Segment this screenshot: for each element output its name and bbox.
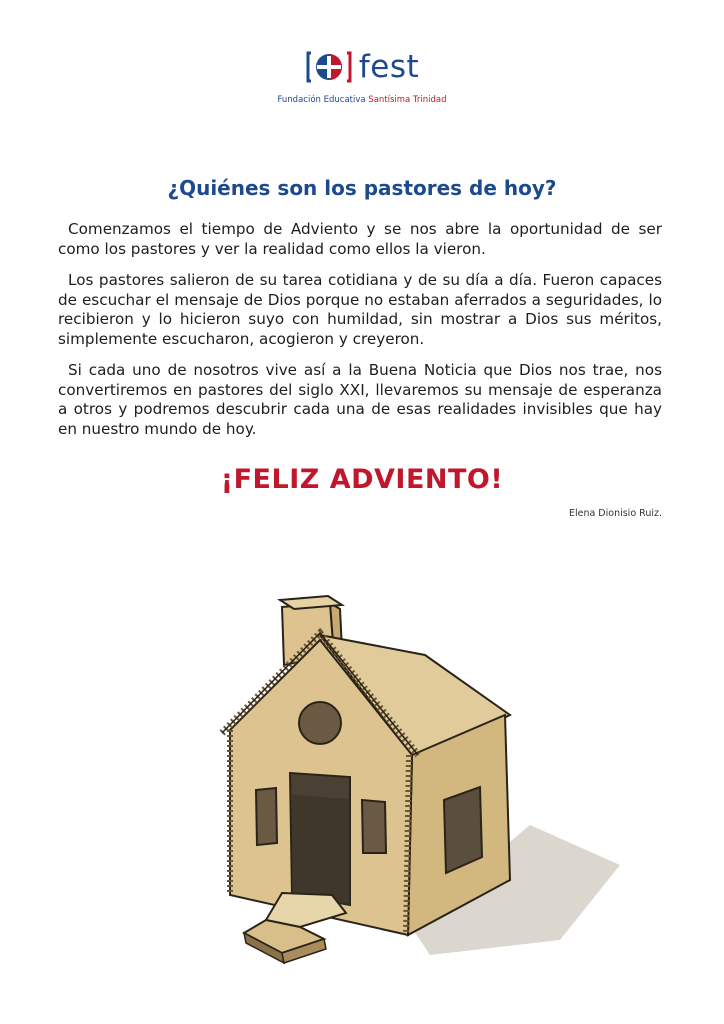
- logo-subtitle: [0, 95, 724, 105]
- paragraph-2: Los pastores salieron de su tarea cotidiana y de su día a día. Fueron capaces de escuchar el mensaje de Dios porque no estaban aferrados a seguridades, lo recibieron y lo hicieron suyo con humildad, sin mostrar a Dios sus méritos, simplemente escucharon, acogieron y creyeron.: [58, 271, 662, 348]
- logo-subtitle-blue: Fundación Educativa: [277, 95, 369, 105]
- advent-greeting: ¡FELIZ ADVIENTO!: [220, 464, 504, 495]
- cardboard-house-icon: [200, 595, 640, 980]
- logo-row: [305, 50, 419, 84]
- paragraph-1: Comenzamos el tiempo de Adviento y se nos abre la oportunidad de ser como los pastores y ver la realidad como ellos la vieron.: [58, 220, 662, 258]
- article-body: [58, 220, 662, 451]
- logo-wordmark: fest: [358, 48, 420, 85]
- logo-subtitle-red: Santísima Trinidad: [368, 95, 447, 105]
- header-logo: [0, 50, 724, 105]
- fest-logo-icon: [305, 50, 353, 84]
- page-title: ¿Quiénes son los pastores de hoy?: [167, 176, 557, 200]
- author-signature: Elena Dionisio Ruiz.: [568, 508, 662, 519]
- paragraph-3: Si cada uno de nosotros vive así a la Buena Noticia que Dios nos trae, nos convertiremos en pastores del siglo XXI, llevaremos su mensaje de esperanza a otros y podremos descubrir cada una de esas realidades invisibles que hay en nuestro mundo de hoy.: [58, 361, 662, 438]
